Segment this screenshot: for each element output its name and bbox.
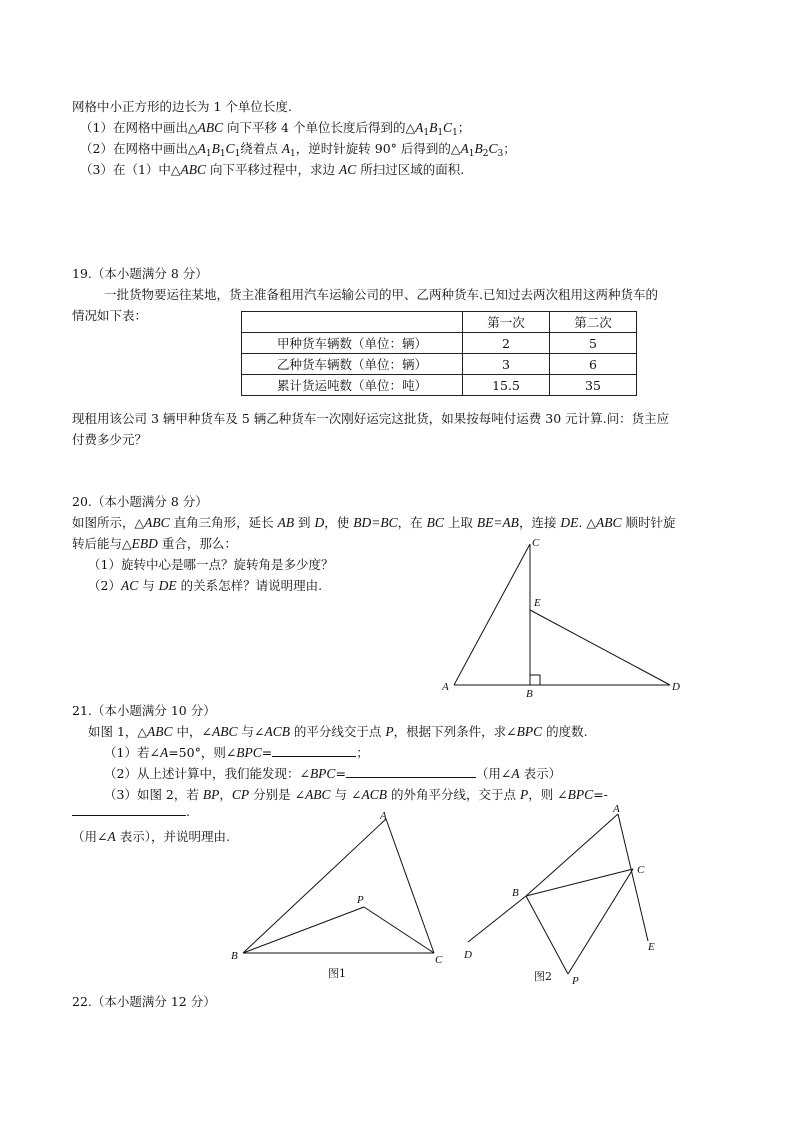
segment-pc [364,907,434,953]
p21-q2: （2）从上述计算中，我们能发现：∠BPC= （用∠A 表示） [104,766,562,781]
segment-bp [526,896,568,974]
label-c: C [532,537,540,549]
table-cell: 2 [463,333,550,354]
table-cell: 35 [550,375,637,396]
table-cell: 甲种货车辆数（单位：辆） [242,333,463,354]
table-row [242,354,637,375]
table-row [242,333,637,354]
p21-q1: （1）若∠A=50°，则∠BPC= ； [104,745,369,760]
table-cell: 15.5 [463,375,550,396]
label-a: A [613,803,620,815]
segment-ab [243,819,386,953]
p19-text: 情况如下表： [72,308,148,323]
label-c: C [435,954,443,966]
p21-q3: （3）如图 2，若 BP，CP 分别是 ∠ABC 与 ∠ACB 的外角平分线，交于点 P，则 ∠BPC=- [104,787,608,802]
table-row [242,375,637,396]
line-ae [618,814,648,941]
right-angle-mark [530,675,540,685]
intro-q3: （3）在（1）中△ABC 向下平移过程中，求边 AC 所扫过区域的面积. [80,162,465,177]
segment-ab [526,814,618,896]
label-e: E [534,597,541,609]
label-a: A [442,681,449,693]
table-cell: 5 [550,333,637,354]
label-b: B [526,688,533,700]
p20-text: 如图所示，△ABC 直角三角形，延长 AB 到 D，使 BD=BC，在 BC 上取 BE=AB，连接 DE. △ABC 顺时针旋 [72,515,676,530]
p21-header: 21.（本小题满分 10 分） [72,703,216,718]
table-cell: 乙种货车辆数（单位：辆） [242,354,463,375]
p21-q3-blank: . [72,804,190,820]
line-bd [468,896,526,942]
answer-blank[interactable] [346,766,476,778]
figure-caption: 图2 [534,970,552,983]
table-row [242,312,637,333]
answer-blank[interactable] [272,745,356,757]
p19-question: 现租用该公司 3 辆甲种货车及 5 辆乙种货车一次刚好运完这批货，如果按每吨付运费 30 元计算.问：货主应 [72,411,670,426]
table-cell [242,312,463,333]
p20-figure [436,530,692,700]
p22-header: 22.（本小题满分 12 分） [72,994,216,1009]
table-cell: 3 [463,354,550,375]
segment-cp [568,869,633,974]
p19-text: 一批货物要运往某地，货主准备租用汽车运输公司的甲、乙两种货车.已知过去两次租用这两种货车的 [104,287,658,302]
answer-blank[interactable] [72,804,186,816]
p21-q3-cont: （用∠A 表示），并说明理由. [72,829,230,844]
p20-text: 转后能与△EBD 重合，那么： [72,536,237,551]
label-b: B [512,887,519,899]
label-e: E [648,941,655,953]
intro-line: 网格中小正方形的边长为 1 个单位长度. [72,99,292,114]
p21-figure-1 [226,805,456,985]
p19-header: 19.（本小题满分 8 分） [72,266,208,281]
segment-ed [530,610,670,685]
label-p: P [357,894,364,906]
p20-q1: （1）旋转中心是哪一点？旋转角是多少度？ [88,557,334,572]
label-p: P [572,975,579,987]
label-a: A [380,810,387,822]
table-cell: 第一次 [463,312,550,333]
figure-caption: 图1 [328,967,346,980]
table-cell: 6 [550,354,637,375]
segment-ac [386,819,434,953]
intro-q1: （1）在网格中画出△ABC 向下平移 4 个单位长度后得到的$\triangle A_1B_1C_1$； [80,120,471,138]
p20-q2: （2）AC 与 DE 的关系怎样？请说明理由. [88,578,323,593]
label-b: B [231,950,238,962]
segment-ac [454,544,530,685]
label-d: D [464,949,472,961]
table-cell: 第二次 [550,312,637,333]
label-c: C [637,864,645,876]
p21-text: 如图 1，△ABC 中，∠ABC 与∠ACB 的平分线交于点 P，根据下列条件，求∠BPC 的度数. [88,724,588,739]
p20-header: 20.（本小题满分 8 分） [72,494,208,509]
segment-bc [526,869,633,896]
cargo-table [241,311,637,396]
segment-bp [243,907,364,953]
p21-figure-2 [458,798,668,988]
table-cell: 累计货运吨数（单位：吨） [242,375,463,396]
intro-q2: （2）在网格中画出$\triangle A_1B_1C_1$绕着点 $A_1$，逆时针旋转 90° 后得到的$\triangle A_1B_2C_3$； [80,141,516,159]
label-d: D [672,681,680,693]
p19-question: 付费多少元？ [72,432,148,447]
